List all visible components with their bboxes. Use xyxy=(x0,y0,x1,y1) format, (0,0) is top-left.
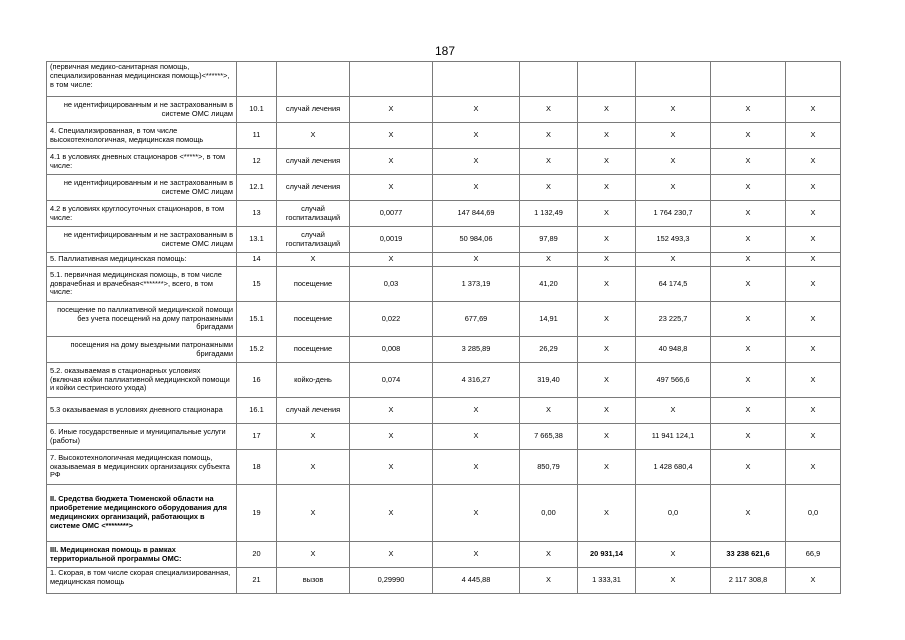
cell-c1: Х xyxy=(350,123,433,149)
cell-c2: Х xyxy=(433,149,520,175)
cell-c6: Х xyxy=(711,201,786,227)
cell-num: 18 xyxy=(237,450,277,485)
cell-c3: Х xyxy=(520,253,578,267)
cell-c5 xyxy=(636,62,711,97)
cell-c7: Х xyxy=(786,363,841,398)
cell-c5: 40 948,8 xyxy=(636,337,711,363)
cell-c6: Х xyxy=(711,398,786,424)
cell-unit: Х xyxy=(277,485,350,542)
cell-c7: Х xyxy=(786,201,841,227)
row-label: 7. Высокотехнологичная медицинская помощь, оказываемая в медицинских организациях субъекта РФ xyxy=(47,450,237,485)
cell-c7: Х xyxy=(786,149,841,175)
cell-c2: Х xyxy=(433,542,520,568)
row-label: 6. Иные государственные и муниципальные услуги (работы) xyxy=(47,424,237,450)
cell-num: 15 xyxy=(237,267,277,302)
cell-c2: Х xyxy=(433,97,520,123)
cell-c5: 0,0 xyxy=(636,485,711,542)
cell-c6: Х xyxy=(711,302,786,337)
cell-num xyxy=(237,62,277,97)
cell-c5: Х xyxy=(636,542,711,568)
cell-c5: Х xyxy=(636,398,711,424)
cell-unit: посещение xyxy=(277,267,350,302)
cell-c6: Х xyxy=(711,337,786,363)
row-label: посещение по паллиативной медицинской помощи без учета посещений на дому патронажными бригадами xyxy=(47,302,237,337)
cell-unit: случай госпитализаций xyxy=(277,201,350,227)
cell-c6 xyxy=(711,62,786,97)
cell-unit: Х xyxy=(277,542,350,568)
cell-c2: Х xyxy=(433,424,520,450)
row-label: 5.1. первичная медицинская помощь, в том числе доврачебная и врачебная<*******>, всего, в том числе: xyxy=(47,267,237,302)
cell-c4: Х xyxy=(578,424,636,450)
cell-num: 12.1 xyxy=(237,175,277,201)
row-label: не идентифицированным и не застрахованным в системе ОМС лицам xyxy=(47,175,237,201)
cell-c4: Х xyxy=(578,267,636,302)
cell-c6: Х xyxy=(711,363,786,398)
table-row xyxy=(47,302,841,337)
cell-c1: Х xyxy=(350,424,433,450)
cell-c6: Х xyxy=(711,227,786,253)
table-row xyxy=(47,253,841,267)
row-label: 4.2 в условиях круглосуточных стационаров, в том числе: xyxy=(47,201,237,227)
cell-c1: 0,022 xyxy=(350,302,433,337)
cell-c1: Х xyxy=(350,542,433,568)
cell-num: 13.1 xyxy=(237,227,277,253)
cell-c6: Х xyxy=(711,97,786,123)
cell-c4: Х xyxy=(578,363,636,398)
cell-c4: Х xyxy=(578,175,636,201)
cell-c3: Х xyxy=(520,398,578,424)
cell-c3: Х xyxy=(520,97,578,123)
cell-num: 21 xyxy=(237,568,277,594)
cell-c7: Х xyxy=(786,253,841,267)
cell-num: 20 xyxy=(237,542,277,568)
row-label: не идентифицированным и не застрахованным в системе ОМС лицам xyxy=(47,97,237,123)
cell-c4 xyxy=(578,62,636,97)
cell-c1 xyxy=(350,62,433,97)
cell-c1: Х xyxy=(350,398,433,424)
row-label: 4. Специализированная, в том числе высокотехнологичная, медицинская помощь xyxy=(47,123,237,149)
cell-c1: Х xyxy=(350,485,433,542)
cell-c5: 1 764 230,7 xyxy=(636,201,711,227)
cell-num: 13 xyxy=(237,201,277,227)
cell-c5: Х xyxy=(636,568,711,594)
cell-c5: Х xyxy=(636,253,711,267)
cell-c3: Х xyxy=(520,123,578,149)
cell-num: 15.2 xyxy=(237,337,277,363)
row-label: 5. Паллиативная медицинская помощь: xyxy=(47,253,237,267)
cell-c7: Х xyxy=(786,302,841,337)
cell-num: 16.1 xyxy=(237,398,277,424)
cell-c5: Х xyxy=(636,97,711,123)
cell-c3: 7 665,38 xyxy=(520,424,578,450)
cell-c2: Х xyxy=(433,175,520,201)
cell-unit: вызов xyxy=(277,568,350,594)
cell-c7: Х xyxy=(786,424,841,450)
cell-c3: 41,20 xyxy=(520,267,578,302)
cell-c4: Х xyxy=(578,123,636,149)
cell-c5: 23 225,7 xyxy=(636,302,711,337)
table-row xyxy=(47,62,841,97)
cell-c2: Х xyxy=(433,253,520,267)
cell-c2: 4 316,27 xyxy=(433,363,520,398)
cell-c5: 497 566,6 xyxy=(636,363,711,398)
cell-c6: Х xyxy=(711,175,786,201)
cell-c5: 1 428 680,4 xyxy=(636,450,711,485)
cell-c2: 50 984,06 xyxy=(433,227,520,253)
cell-num: 11 xyxy=(237,123,277,149)
row-label: 5.2. оказываемая в стационарных условиях (включая койки паллиативной медицинской помощи и койки сестринского ухода) xyxy=(47,363,237,398)
cell-c4: Х xyxy=(578,201,636,227)
cell-c1: 0,0019 xyxy=(350,227,433,253)
cell-num: 14 xyxy=(237,253,277,267)
cell-c6: Х xyxy=(711,123,786,149)
cell-num: 10.1 xyxy=(237,97,277,123)
cell-unit xyxy=(277,62,350,97)
cell-unit: Х xyxy=(277,253,350,267)
cell-unit: случай госпитализаций xyxy=(277,227,350,253)
cell-c2: 3 285,89 xyxy=(433,337,520,363)
cell-c2: Х xyxy=(433,123,520,149)
cell-c5: 64 174,5 xyxy=(636,267,711,302)
cell-c2: Х xyxy=(433,450,520,485)
cell-c7: Х xyxy=(786,267,841,302)
table-row xyxy=(47,542,841,568)
cell-c4: Х xyxy=(578,337,636,363)
table-row xyxy=(47,149,841,175)
cell-c7 xyxy=(786,62,841,97)
table-row xyxy=(47,485,841,542)
cell-c5: Х xyxy=(636,175,711,201)
cell-c7: 66,9 xyxy=(786,542,841,568)
cell-c7: Х xyxy=(786,123,841,149)
cell-c2: 147 844,69 xyxy=(433,201,520,227)
cell-c2: Х xyxy=(433,485,520,542)
cell-c7: 0,0 xyxy=(786,485,841,542)
cell-unit: случай лечения xyxy=(277,175,350,201)
page-number: 187 xyxy=(434,44,456,58)
cell-c6: 2 117 308,8 xyxy=(711,568,786,594)
cell-c6: Х xyxy=(711,450,786,485)
row-label: не идентифицированным и не застрахованным в системе ОМС лицам xyxy=(47,227,237,253)
cell-c2: Х xyxy=(433,398,520,424)
row-label: (первичная медико-санитарная помощь, специализированная медицинская помощь)<******>, в том числе: xyxy=(47,62,237,97)
table-row xyxy=(47,450,841,485)
cell-c2 xyxy=(433,62,520,97)
cell-num: 19 xyxy=(237,485,277,542)
cell-c1: 0,29990 xyxy=(350,568,433,594)
table-row xyxy=(47,201,841,227)
cell-c6: Х xyxy=(711,253,786,267)
cell-c3: 1 132,49 xyxy=(520,201,578,227)
cell-c2: 1 373,19 xyxy=(433,267,520,302)
cell-c1: Х xyxy=(350,253,433,267)
cell-unit: Х xyxy=(277,450,350,485)
cell-c1: Х xyxy=(350,175,433,201)
cell-unit: Х xyxy=(277,424,350,450)
cell-c4: Х xyxy=(578,97,636,123)
cell-c7: Х xyxy=(786,398,841,424)
table-row xyxy=(47,227,841,253)
cell-c5: 11 941 124,1 xyxy=(636,424,711,450)
cell-unit: койко-день xyxy=(277,363,350,398)
cell-c7: Х xyxy=(786,568,841,594)
cell-num: 12 xyxy=(237,149,277,175)
cell-c3: 26,29 xyxy=(520,337,578,363)
cell-c1: Х xyxy=(350,97,433,123)
cell-c4: 20 931,14 xyxy=(578,542,636,568)
cell-num: 16 xyxy=(237,363,277,398)
table-row xyxy=(47,175,841,201)
cell-unit: посещение xyxy=(277,302,350,337)
table-row xyxy=(47,97,841,123)
row-label: II. Средства бюджета Тюменской области на приобретение медицинского оборудования для медицинских организаций, работающих в системе ОМС <********> xyxy=(47,485,237,542)
table-row xyxy=(47,568,841,594)
cell-c3: Х xyxy=(520,542,578,568)
row-label: 1. Скорая, в том числе скорая специализированная, медицинская помощь xyxy=(47,568,237,594)
cell-c4: Х xyxy=(578,450,636,485)
table-row xyxy=(47,363,841,398)
cell-num: 17 xyxy=(237,424,277,450)
cell-c5: Х xyxy=(636,149,711,175)
cell-c2: 677,69 xyxy=(433,302,520,337)
cell-c4: Х xyxy=(578,149,636,175)
program-table xyxy=(46,61,841,594)
cell-c3: 14,91 xyxy=(520,302,578,337)
cell-c6: Х xyxy=(711,267,786,302)
table-row xyxy=(47,337,841,363)
cell-c4: Х xyxy=(578,302,636,337)
cell-c6: Х xyxy=(711,485,786,542)
cell-c3: 97,89 xyxy=(520,227,578,253)
cell-c6: Х xyxy=(711,424,786,450)
cell-c4: Х xyxy=(578,398,636,424)
cell-c7: Х xyxy=(786,97,841,123)
cell-c4: Х xyxy=(578,485,636,542)
cell-c7: Х xyxy=(786,227,841,253)
cell-unit: посещение xyxy=(277,337,350,363)
cell-unit: случай лечения xyxy=(277,398,350,424)
table-row xyxy=(47,424,841,450)
table-row xyxy=(47,123,841,149)
cell-c1: Х xyxy=(350,149,433,175)
cell-c1: 0,03 xyxy=(350,267,433,302)
row-label: 5.3 оказываемая в условиях дневного стационара xyxy=(47,398,237,424)
cell-c6: Х xyxy=(711,149,786,175)
cell-c7: Х xyxy=(786,450,841,485)
cell-num: 15.1 xyxy=(237,302,277,337)
cell-c1: 0,074 xyxy=(350,363,433,398)
cell-c4: 1 333,31 xyxy=(578,568,636,594)
cell-c7: Х xyxy=(786,337,841,363)
cell-c2: 4 445,88 xyxy=(433,568,520,594)
cell-c3: 319,40 xyxy=(520,363,578,398)
cell-c1: Х xyxy=(350,450,433,485)
table-row xyxy=(47,267,841,302)
cell-unit: случай лечения xyxy=(277,149,350,175)
cell-c1: 0,008 xyxy=(350,337,433,363)
cell-c3 xyxy=(520,62,578,97)
cell-c4: Х xyxy=(578,227,636,253)
cell-c4: Х xyxy=(578,253,636,267)
table-row xyxy=(47,398,841,424)
cell-c5: 152 493,3 xyxy=(636,227,711,253)
cell-c3: 850,79 xyxy=(520,450,578,485)
cell-c3: Х xyxy=(520,149,578,175)
row-label: посещения на дому выездными патронажными бригадами xyxy=(47,337,237,363)
cell-c1: 0,0077 xyxy=(350,201,433,227)
row-label: III. Медицинская помощь в рамках территориальной программы ОМС: xyxy=(47,542,237,568)
cell-c7: Х xyxy=(786,175,841,201)
cell-c5: Х xyxy=(636,123,711,149)
cell-c3: Х xyxy=(520,175,578,201)
cell-unit: случай лечения xyxy=(277,97,350,123)
cell-c3: 0,00 xyxy=(520,485,578,542)
cell-unit: Х xyxy=(277,123,350,149)
row-label: 4.1 в условиях дневных стационаров <*****>, в том числе: xyxy=(47,149,237,175)
cell-c3: Х xyxy=(520,568,578,594)
cell-c6: 33 238 621,6 xyxy=(711,542,786,568)
